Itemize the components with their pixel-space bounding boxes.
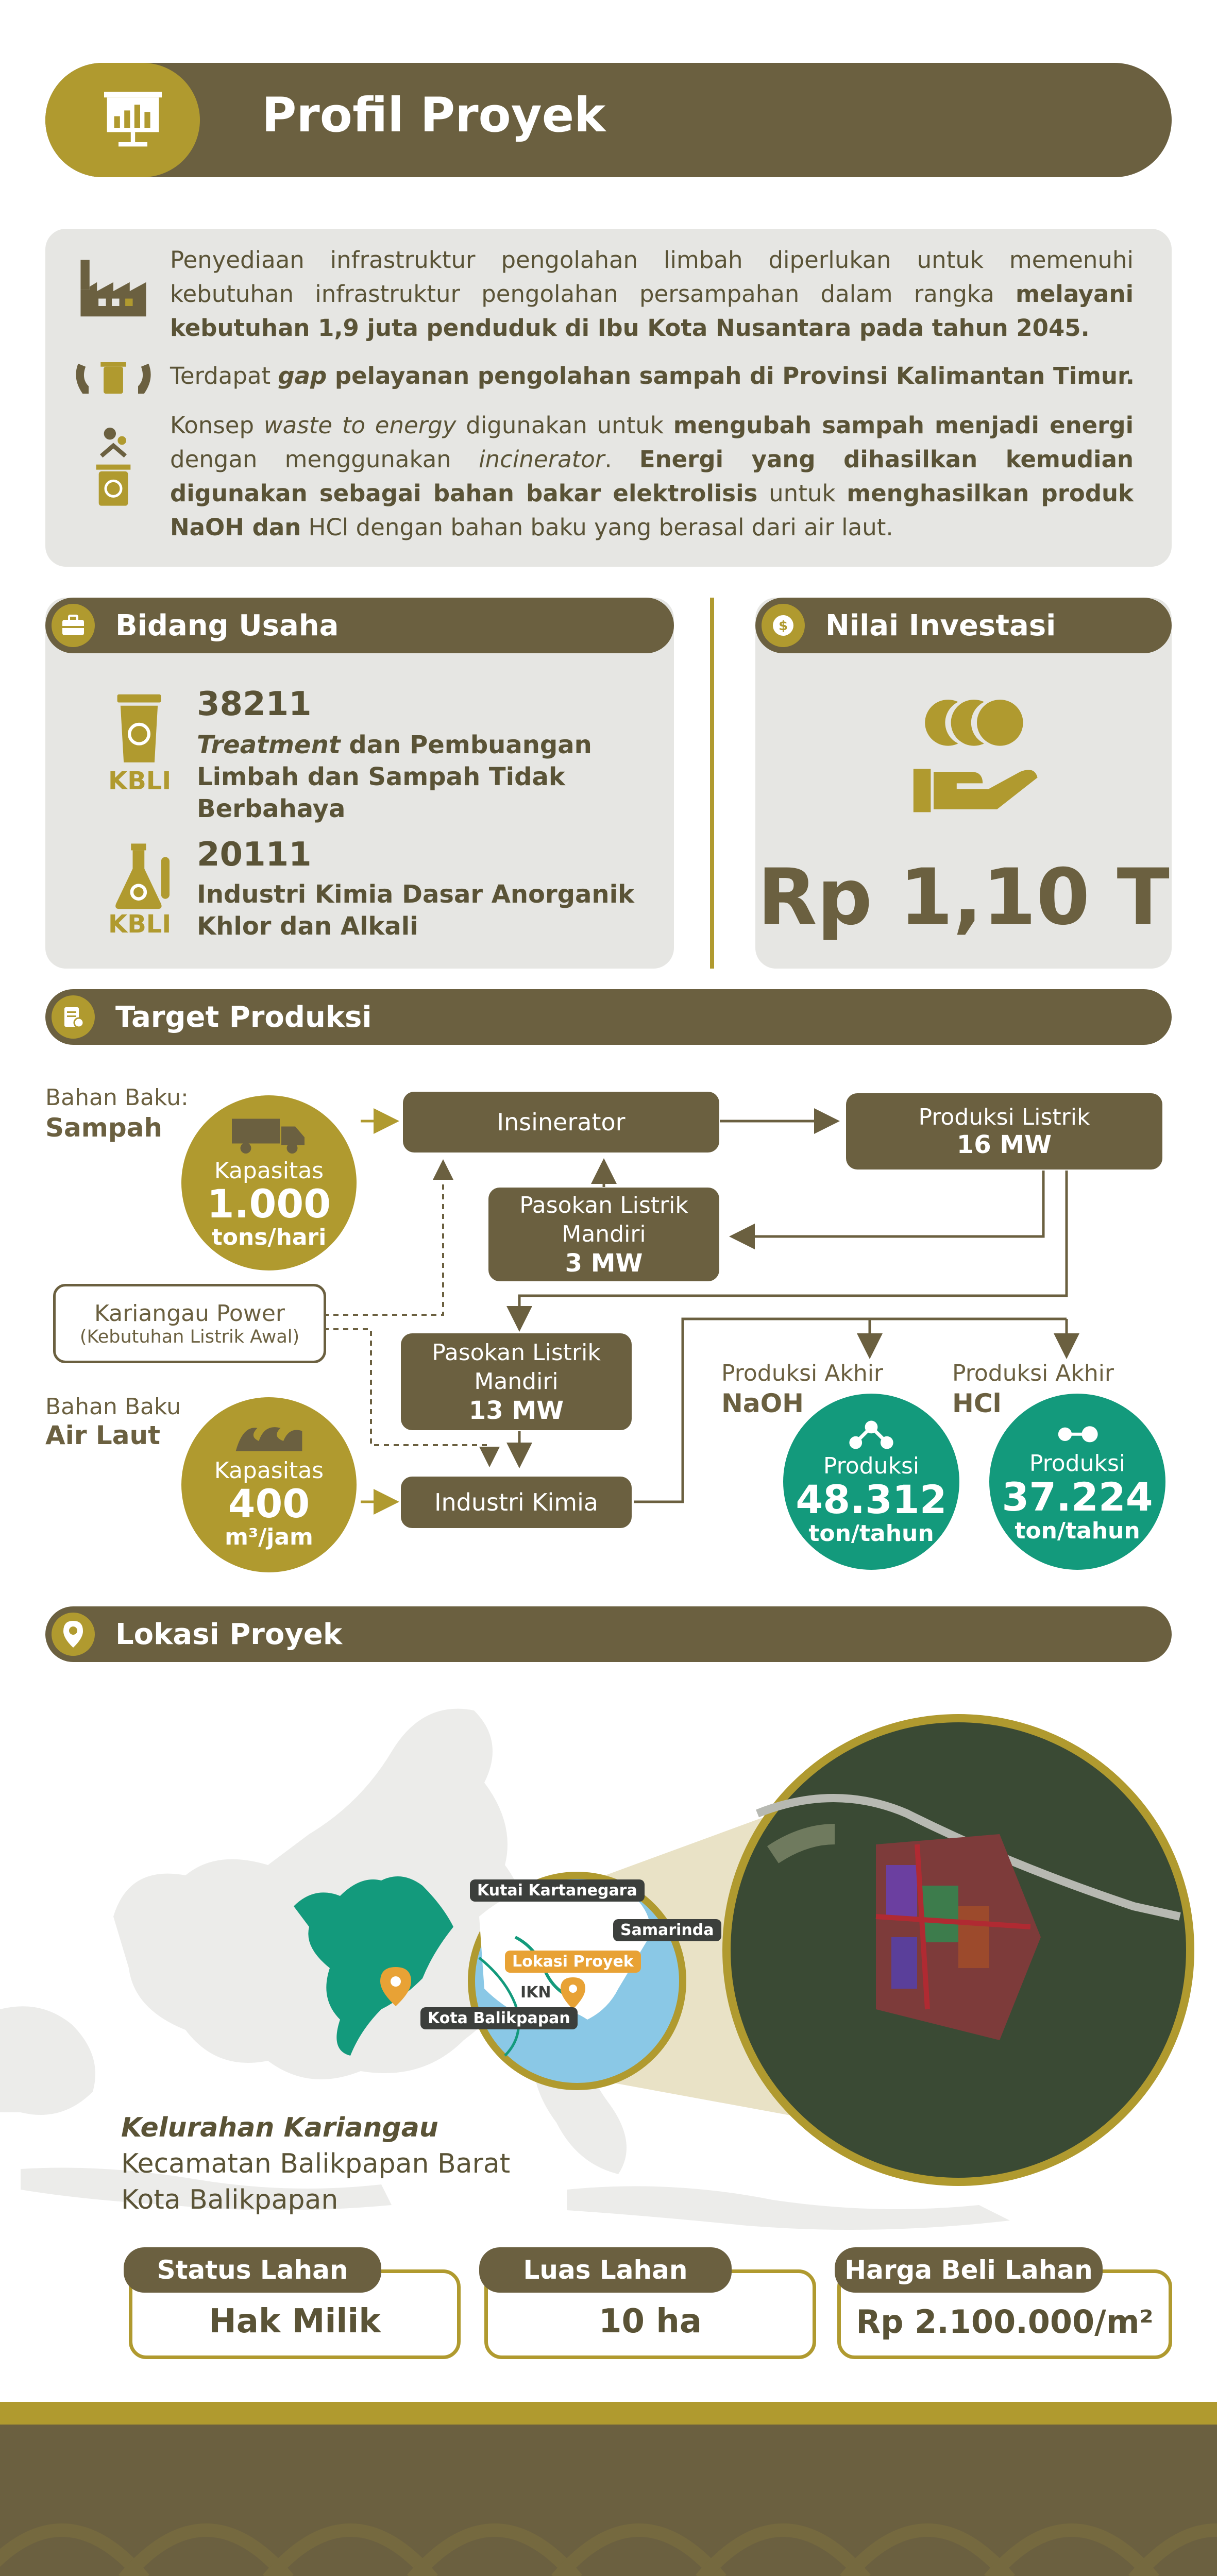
- kapasitas-1-unit: tons/hari: [211, 1224, 327, 1250]
- lokasi-title: Lokasi Proyek: [115, 1618, 343, 1651]
- header-band: [45, 63, 1172, 177]
- molecule-pair-icon: [1052, 1419, 1103, 1450]
- kbli-code-2: 20111: [197, 836, 312, 874]
- intro-paragraph-2: Terdapat gap pelayanan pengolahan sampah di Provinsi Kalimantan Timur.: [170, 362, 1135, 389]
- investment-value: Rp 1,10 T: [757, 853, 1170, 942]
- naoh-label: Produksi Akhir: [721, 1360, 884, 1386]
- hand-coins-icon: [905, 685, 1049, 829]
- target-produksi-header: [45, 989, 1172, 1045]
- intro-paragraph-3: Konsep waste to energy digunakan untuk mengubah sampah menjadi energi dengan menggunakan incinerator. Energi yang dihasilkan kemudian digunakan sebagai bahan bakar elektrolisis untuk menghasilkan produk NaOH dan HCl dengan bahan baku yang berasal dari air laut.: [170, 412, 1134, 541]
- kapasitas-air-circle: [181, 1397, 357, 1572]
- header-icon-badge: [45, 63, 200, 177]
- briefcase-icon: [60, 613, 86, 638]
- luas-lahan-value: 10 ha: [598, 2302, 702, 2341]
- status-lahan-value: Hak Milik: [209, 2302, 381, 2341]
- clipboard-gear-icon: [60, 1004, 86, 1030]
- address-line-3: Kota Balikpapan: [121, 2184, 339, 2215]
- kapasitas-1-value: 1.000: [207, 1181, 331, 1227]
- produksi-listrik-box: [846, 1093, 1162, 1170]
- kariangau-label: Kariangau Power: [94, 1300, 285, 1327]
- industri-kimia-label: Industri Kimia: [434, 1488, 599, 1516]
- truck-icon: [230, 1115, 308, 1155]
- status-lahan-label: Status Lahan: [124, 2247, 381, 2293]
- naoh-circle: [783, 1394, 959, 1570]
- kariangau-sub: (Kebutuhan Listrik Awal): [79, 1326, 300, 1347]
- waste-bin-hands-icon: [72, 355, 155, 402]
- wave-icon: [230, 1419, 308, 1455]
- bahan-baku-2-name: Air Laut: [45, 1420, 160, 1450]
- pasokan-1-value: 3 MW: [565, 1249, 643, 1278]
- chemistry-flask-icon: [109, 840, 176, 912]
- lokasi-icon-badge: [52, 1613, 95, 1656]
- bahan-baku-1-label: Bahan Baku:: [45, 1084, 189, 1111]
- insinerator-box: [403, 1092, 719, 1153]
- kbli-code-1: 38211: [197, 685, 312, 723]
- map-label-samarinda: Samarinda: [613, 1919, 721, 1941]
- harga-lahan-value: Rp 2.100.000/m²: [856, 2302, 1154, 2341]
- waste-bin-icon: [111, 689, 167, 767]
- industri-kimia-box: [401, 1477, 632, 1528]
- luas-lahan-label: Luas Lahan: [479, 2247, 732, 2293]
- footer-pattern: [0, 2425, 1217, 2576]
- kapasitas-2-unit: m³/jam: [225, 1524, 313, 1550]
- kbli-label-2: KBLI: [108, 910, 172, 939]
- molecule-icon: [843, 1417, 900, 1453]
- map-label-ikn: IKN: [520, 1984, 551, 2002]
- bahan-baku-1-name: Sampah: [45, 1113, 162, 1143]
- insinerator-label: Insinerator: [497, 1108, 626, 1136]
- naoh-circle-label: Produksi: [823, 1453, 920, 1479]
- kapasitas-2-label: Kapasitas: [214, 1458, 324, 1484]
- lokasi-header: [45, 1606, 1172, 1662]
- kbli-desc-1: Treatment dan Pembuangan Limbah dan Sampah Tidak Berbahaya: [197, 731, 592, 823]
- kbli-label-1: KBLI: [108, 767, 172, 795]
- pasokan-1-label: Pasokan Listrik Mandiri: [519, 1192, 688, 1247]
- svg-text:$: $: [778, 618, 788, 634]
- address-line-1: Kelurahan Kariangau: [121, 2112, 438, 2143]
- map-label-kutai: Kutai Kartanegara: [470, 1879, 645, 1902]
- naoh-unit: ton/tahun: [808, 1520, 934, 1547]
- nilai-investasi-title: Nilai Investasi: [825, 609, 1056, 642]
- naoh-name: NaOH: [721, 1388, 804, 1418]
- factory-icon: [75, 252, 152, 319]
- hcl-circle: [989, 1394, 1165, 1570]
- map-label-lokasi: Lokasi Proyek: [505, 1951, 641, 1973]
- pasokan-2-label: Pasokan Listrik Mandiri: [432, 1340, 601, 1395]
- footer-gold-strip: [0, 2402, 1217, 2425]
- money-icon-badge: [762, 604, 805, 647]
- produksi-listrik-value: 16 MW: [956, 1130, 1052, 1159]
- hcl-name: HCl: [952, 1388, 1002, 1418]
- pasokan-2-value: 13 MW: [468, 1396, 564, 1425]
- hcl-value: 37.224: [1002, 1474, 1153, 1520]
- page-title: Profil Proyek: [262, 88, 606, 143]
- pasokan-mandiri-2-box: [401, 1333, 632, 1430]
- kapasitas-2-value: 400: [228, 1481, 310, 1527]
- hcl-unit: ton/tahun: [1015, 1518, 1140, 1544]
- presentation-board-icon: [97, 84, 169, 157]
- naoh-value: 48.312: [796, 1477, 947, 1522]
- produksi-listrik-label: Produksi Listrik: [918, 1104, 1090, 1130]
- hcl-label: Produksi Akhir: [952, 1360, 1114, 1386]
- kbli-desc-2: Industri Kimia Dasar Anorganik Khlor dan Alkali: [197, 880, 634, 941]
- map-pin-icon: [60, 1620, 86, 1649]
- intro-paragraph-1: Penyediaan infrastruktur pengolahan limbah diperlukan untuk memenuhi kebutuhan infrastruktur pengolahan persampahan dalam rangka melayani kebutuhan 1,9 juta penduduk di Ibu Kota Nusantara pada tahun 2045.: [170, 246, 1134, 342]
- recycle-energy-icon: [88, 422, 139, 510]
- kapasitas-1-label: Kapasitas: [214, 1158, 324, 1184]
- target-produksi-title: Target Produksi: [115, 1001, 372, 1034]
- kapasitas-sampah-circle: [181, 1095, 357, 1270]
- hcl-circle-label: Produksi: [1029, 1450, 1126, 1477]
- section-divider: [710, 598, 714, 969]
- bahan-baku-2-label: Bahan Baku: [45, 1394, 181, 1420]
- bidang-usaha-title: Bidang Usaha: [115, 609, 339, 642]
- nilai-investasi-header: [755, 598, 1172, 653]
- kariangau-power-box: [53, 1284, 326, 1363]
- footer-band: [0, 2425, 1217, 2576]
- briefcase-icon-badge: [52, 604, 95, 647]
- coin-dollar-icon: [770, 613, 796, 638]
- pasokan-mandiri-1-box: [488, 1188, 719, 1281]
- harga-lahan-label: Harga Beli Lahan: [835, 2247, 1103, 2293]
- bidang-usaha-header: [45, 598, 674, 653]
- map-label-balikpapan: Kota Balikpapan: [420, 2007, 578, 2029]
- target-icon-badge: [52, 995, 95, 1039]
- address-line-2: Kecamatan Balikpapan Barat: [121, 2148, 511, 2179]
